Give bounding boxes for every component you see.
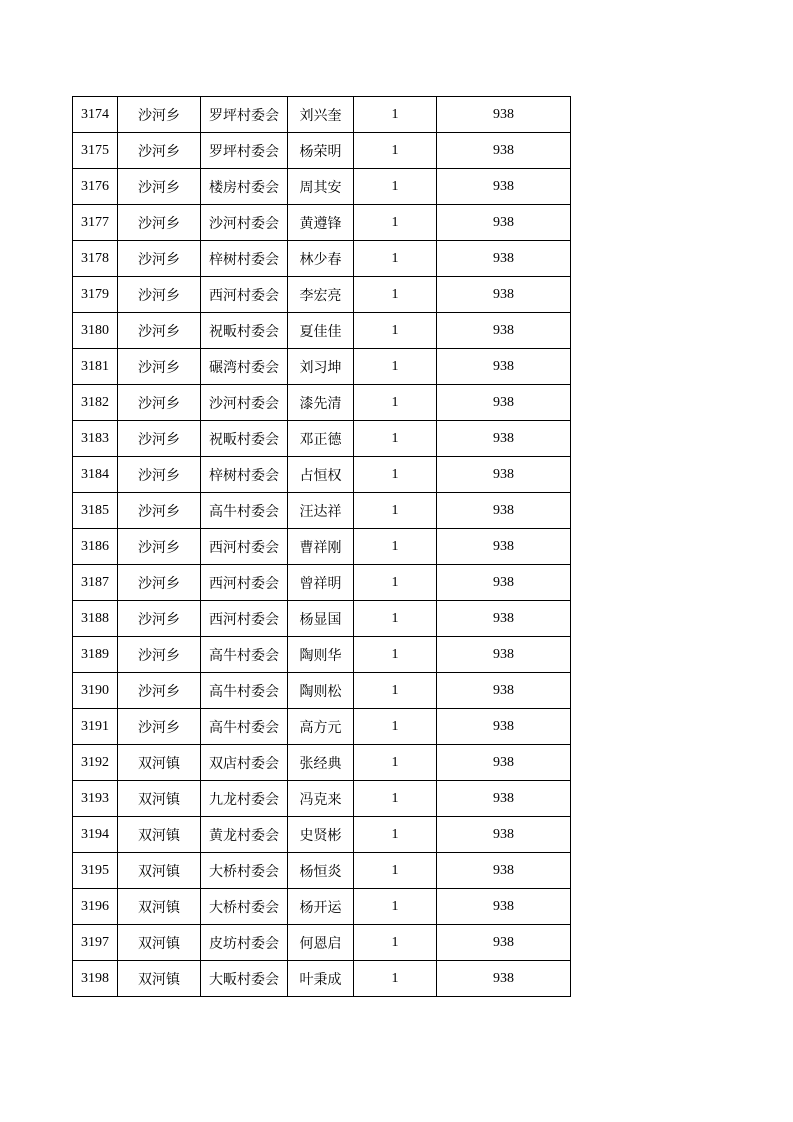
township-cell: 沙河乡 (118, 169, 201, 205)
row-number-cell: 3187 (73, 565, 118, 601)
amount-cell: 938 (437, 745, 571, 781)
person-name-cell: 刘兴奎 (288, 97, 354, 133)
count-cell: 1 (354, 133, 437, 169)
row-number-cell: 3192 (73, 745, 118, 781)
person-name-cell: 高方元 (288, 709, 354, 745)
table-row (73, 817, 571, 853)
person-name-cell: 陶则松 (288, 673, 354, 709)
person-name-cell: 陶则华 (288, 637, 354, 673)
amount-cell: 938 (437, 529, 571, 565)
table-row (73, 781, 571, 817)
table-row (73, 565, 571, 601)
count-cell: 1 (354, 637, 437, 673)
township-cell: 沙河乡 (118, 313, 201, 349)
row-number-cell: 3185 (73, 493, 118, 529)
row-number-cell: 3182 (73, 385, 118, 421)
amount-cell: 938 (437, 457, 571, 493)
count-cell: 1 (354, 241, 437, 277)
person-name-cell: 史贤彬 (288, 817, 354, 853)
village-committee-cell: 祝畈村委会 (201, 313, 288, 349)
amount-cell: 938 (437, 277, 571, 313)
amount-cell: 938 (437, 205, 571, 241)
table-row (73, 853, 571, 889)
row-number-cell: 3174 (73, 97, 118, 133)
township-cell: 沙河乡 (118, 673, 201, 709)
village-committee-cell: 大桥村委会 (201, 853, 288, 889)
village-committee-cell: 楼房村委会 (201, 169, 288, 205)
amount-cell: 938 (437, 349, 571, 385)
township-cell: 沙河乡 (118, 385, 201, 421)
amount-cell: 938 (437, 709, 571, 745)
village-committee-cell: 祝畈村委会 (201, 421, 288, 457)
person-name-cell: 张经典 (288, 745, 354, 781)
person-name-cell: 漆先清 (288, 385, 354, 421)
village-committee-cell: 罗坪村委会 (201, 133, 288, 169)
amount-cell: 938 (437, 925, 571, 961)
amount-cell: 938 (437, 421, 571, 457)
person-name-cell: 何恩启 (288, 925, 354, 961)
count-cell: 1 (354, 205, 437, 241)
table-row (73, 241, 571, 277)
row-number-cell: 3189 (73, 637, 118, 673)
township-cell: 双河镇 (118, 961, 201, 997)
township-cell: 沙河乡 (118, 205, 201, 241)
township-cell: 双河镇 (118, 925, 201, 961)
person-name-cell: 林少春 (288, 241, 354, 277)
township-cell: 双河镇 (118, 745, 201, 781)
township-cell: 沙河乡 (118, 133, 201, 169)
village-committee-cell: 高牛村委会 (201, 637, 288, 673)
township-cell: 双河镇 (118, 889, 201, 925)
row-number-cell: 3191 (73, 709, 118, 745)
count-cell: 1 (354, 313, 437, 349)
table-row (73, 133, 571, 169)
count-cell: 1 (354, 889, 437, 925)
amount-cell: 938 (437, 97, 571, 133)
table-row (73, 745, 571, 781)
person-name-cell: 叶秉成 (288, 961, 354, 997)
person-name-cell: 李宏亮 (288, 277, 354, 313)
row-number-cell: 3195 (73, 853, 118, 889)
amount-cell: 938 (437, 169, 571, 205)
village-committee-cell: 西河村委会 (201, 277, 288, 313)
amount-cell: 938 (437, 241, 571, 277)
count-cell: 1 (354, 349, 437, 385)
table-row (73, 961, 571, 997)
person-name-cell: 杨开运 (288, 889, 354, 925)
township-cell: 沙河乡 (118, 601, 201, 637)
village-committee-cell: 大畈村委会 (201, 961, 288, 997)
person-name-cell: 刘习坤 (288, 349, 354, 385)
table-row (73, 349, 571, 385)
roster-table-body (73, 97, 571, 997)
row-number-cell: 3190 (73, 673, 118, 709)
count-cell: 1 (354, 673, 437, 709)
amount-cell: 938 (437, 601, 571, 637)
person-name-cell: 杨恒炎 (288, 853, 354, 889)
table-row (73, 637, 571, 673)
village-committee-cell: 西河村委会 (201, 601, 288, 637)
amount-cell: 938 (437, 889, 571, 925)
row-number-cell: 3178 (73, 241, 118, 277)
village-committee-cell: 梓树村委会 (201, 457, 288, 493)
village-committee-cell: 梓树村委会 (201, 241, 288, 277)
village-committee-cell: 黄龙村委会 (201, 817, 288, 853)
count-cell: 1 (354, 817, 437, 853)
amount-cell: 938 (437, 673, 571, 709)
village-committee-cell: 沙河村委会 (201, 205, 288, 241)
count-cell: 1 (354, 565, 437, 601)
person-name-cell: 夏佳佳 (288, 313, 354, 349)
amount-cell: 938 (437, 385, 571, 421)
amount-cell: 938 (437, 637, 571, 673)
table-row (73, 925, 571, 961)
township-cell: 沙河乡 (118, 493, 201, 529)
roster-table (72, 96, 571, 997)
village-committee-cell: 九龙村委会 (201, 781, 288, 817)
person-name-cell: 占恒权 (288, 457, 354, 493)
village-committee-cell: 沙河村委会 (201, 385, 288, 421)
township-cell: 沙河乡 (118, 709, 201, 745)
person-name-cell: 杨显国 (288, 601, 354, 637)
township-cell: 沙河乡 (118, 457, 201, 493)
row-number-cell: 3196 (73, 889, 118, 925)
amount-cell: 938 (437, 493, 571, 529)
count-cell: 1 (354, 169, 437, 205)
amount-cell: 938 (437, 853, 571, 889)
township-cell: 沙河乡 (118, 349, 201, 385)
count-cell: 1 (354, 457, 437, 493)
township-cell: 沙河乡 (118, 97, 201, 133)
table-row (73, 493, 571, 529)
count-cell: 1 (354, 781, 437, 817)
township-cell: 沙河乡 (118, 421, 201, 457)
table-row (73, 277, 571, 313)
person-name-cell: 杨荣明 (288, 133, 354, 169)
row-number-cell: 3198 (73, 961, 118, 997)
table-row (73, 385, 571, 421)
village-committee-cell: 罗坪村委会 (201, 97, 288, 133)
township-cell: 沙河乡 (118, 529, 201, 565)
township-cell: 双河镇 (118, 853, 201, 889)
row-number-cell: 3175 (73, 133, 118, 169)
table-row (73, 313, 571, 349)
township-cell: 双河镇 (118, 781, 201, 817)
amount-cell: 938 (437, 133, 571, 169)
count-cell: 1 (354, 961, 437, 997)
row-number-cell: 3181 (73, 349, 118, 385)
row-number-cell: 3193 (73, 781, 118, 817)
count-cell: 1 (354, 277, 437, 313)
row-number-cell: 3179 (73, 277, 118, 313)
count-cell: 1 (354, 385, 437, 421)
township-cell: 沙河乡 (118, 277, 201, 313)
count-cell: 1 (354, 601, 437, 637)
count-cell: 1 (354, 745, 437, 781)
count-cell: 1 (354, 421, 437, 457)
amount-cell: 938 (437, 817, 571, 853)
row-number-cell: 3188 (73, 601, 118, 637)
row-number-cell: 3184 (73, 457, 118, 493)
person-name-cell: 黄遵锋 (288, 205, 354, 241)
row-number-cell: 3180 (73, 313, 118, 349)
table-row (73, 169, 571, 205)
row-number-cell: 3186 (73, 529, 118, 565)
township-cell: 双河镇 (118, 817, 201, 853)
count-cell: 1 (354, 925, 437, 961)
count-cell: 1 (354, 529, 437, 565)
village-committee-cell: 大桥村委会 (201, 889, 288, 925)
row-number-cell: 3197 (73, 925, 118, 961)
table-row (73, 97, 571, 133)
village-committee-cell: 双店村委会 (201, 745, 288, 781)
village-committee-cell: 西河村委会 (201, 565, 288, 601)
table-row (73, 457, 571, 493)
village-committee-cell: 西河村委会 (201, 529, 288, 565)
table-row (73, 205, 571, 241)
village-committee-cell: 高牛村委会 (201, 709, 288, 745)
village-committee-cell: 碾湾村委会 (201, 349, 288, 385)
person-name-cell: 汪达祥 (288, 493, 354, 529)
table-row (73, 421, 571, 457)
person-name-cell: 曾祥明 (288, 565, 354, 601)
count-cell: 1 (354, 853, 437, 889)
township-cell: 沙河乡 (118, 565, 201, 601)
count-cell: 1 (354, 493, 437, 529)
table-row (73, 709, 571, 745)
table-row (73, 673, 571, 709)
row-number-cell: 3194 (73, 817, 118, 853)
count-cell: 1 (354, 97, 437, 133)
township-cell: 沙河乡 (118, 637, 201, 673)
table-row (73, 889, 571, 925)
table-row (73, 601, 571, 637)
row-number-cell: 3183 (73, 421, 118, 457)
count-cell: 1 (354, 709, 437, 745)
row-number-cell: 3176 (73, 169, 118, 205)
row-number-cell: 3177 (73, 205, 118, 241)
amount-cell: 938 (437, 565, 571, 601)
person-name-cell: 冯克来 (288, 781, 354, 817)
person-name-cell: 曹祥刚 (288, 529, 354, 565)
township-cell: 沙河乡 (118, 241, 201, 277)
amount-cell: 938 (437, 313, 571, 349)
person-name-cell: 周其安 (288, 169, 354, 205)
amount-cell: 938 (437, 961, 571, 997)
table-row (73, 529, 571, 565)
village-committee-cell: 高牛村委会 (201, 673, 288, 709)
village-committee-cell: 高牛村委会 (201, 493, 288, 529)
person-name-cell: 邓正德 (288, 421, 354, 457)
village-committee-cell: 皮坊村委会 (201, 925, 288, 961)
amount-cell: 938 (437, 781, 571, 817)
